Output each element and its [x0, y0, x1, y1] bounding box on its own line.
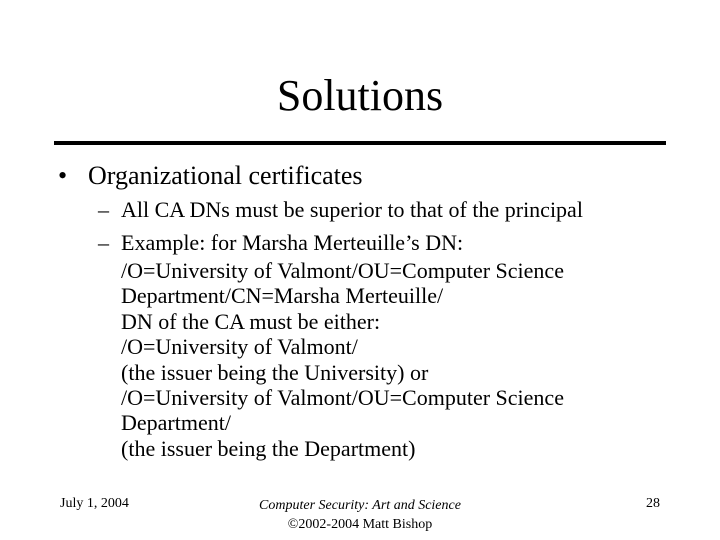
footer-date: July 1, 2004	[60, 496, 129, 511]
continuation-line: (the issuer being the Department)	[121, 435, 416, 461]
continuation-line: /O=University of Valmont/OU=Computer Science	[121, 385, 564, 411]
continuation-line: DN of the CA must be either:	[121, 308, 381, 334]
sub-bullet-item	[98, 197, 583, 222]
continuation-line: Department/CN=Marsha Merteuille/	[121, 283, 444, 309]
footer-copyright: ©2002-2004 Matt Bishop	[287, 517, 433, 532]
sub-bullet-marker: –	[98, 197, 109, 222]
bullet-item	[58, 160, 363, 192]
example-continuation	[121, 258, 564, 461]
bullet-marker: •	[58, 161, 68, 190]
bullet-text: Organizational certificates	[88, 161, 363, 190]
sub-bullet-item	[98, 230, 463, 255]
continuation-line: Department/	[121, 410, 231, 436]
slide-title: Solutions	[276, 71, 444, 120]
continuation-line: /O=University of Valmont/OU=Computer Science	[121, 258, 564, 283]
title-divider	[54, 141, 666, 145]
sub-bullet-marker: –	[98, 230, 109, 255]
page-number: 28	[646, 496, 660, 511]
footer-center	[200, 496, 520, 534]
sub-bullet-text: Example: for Marsha Merteuille’s DN:	[121, 230, 464, 255]
sub-bullet-text: All CA DNs must be superior to that of the principal	[121, 197, 583, 222]
footer-course: Computer Security: Art and Science	[259, 498, 461, 513]
continuation-line: (the issuer being the University) or	[121, 359, 429, 385]
continuation-line: /O=University of Valmont/	[121, 334, 358, 360]
